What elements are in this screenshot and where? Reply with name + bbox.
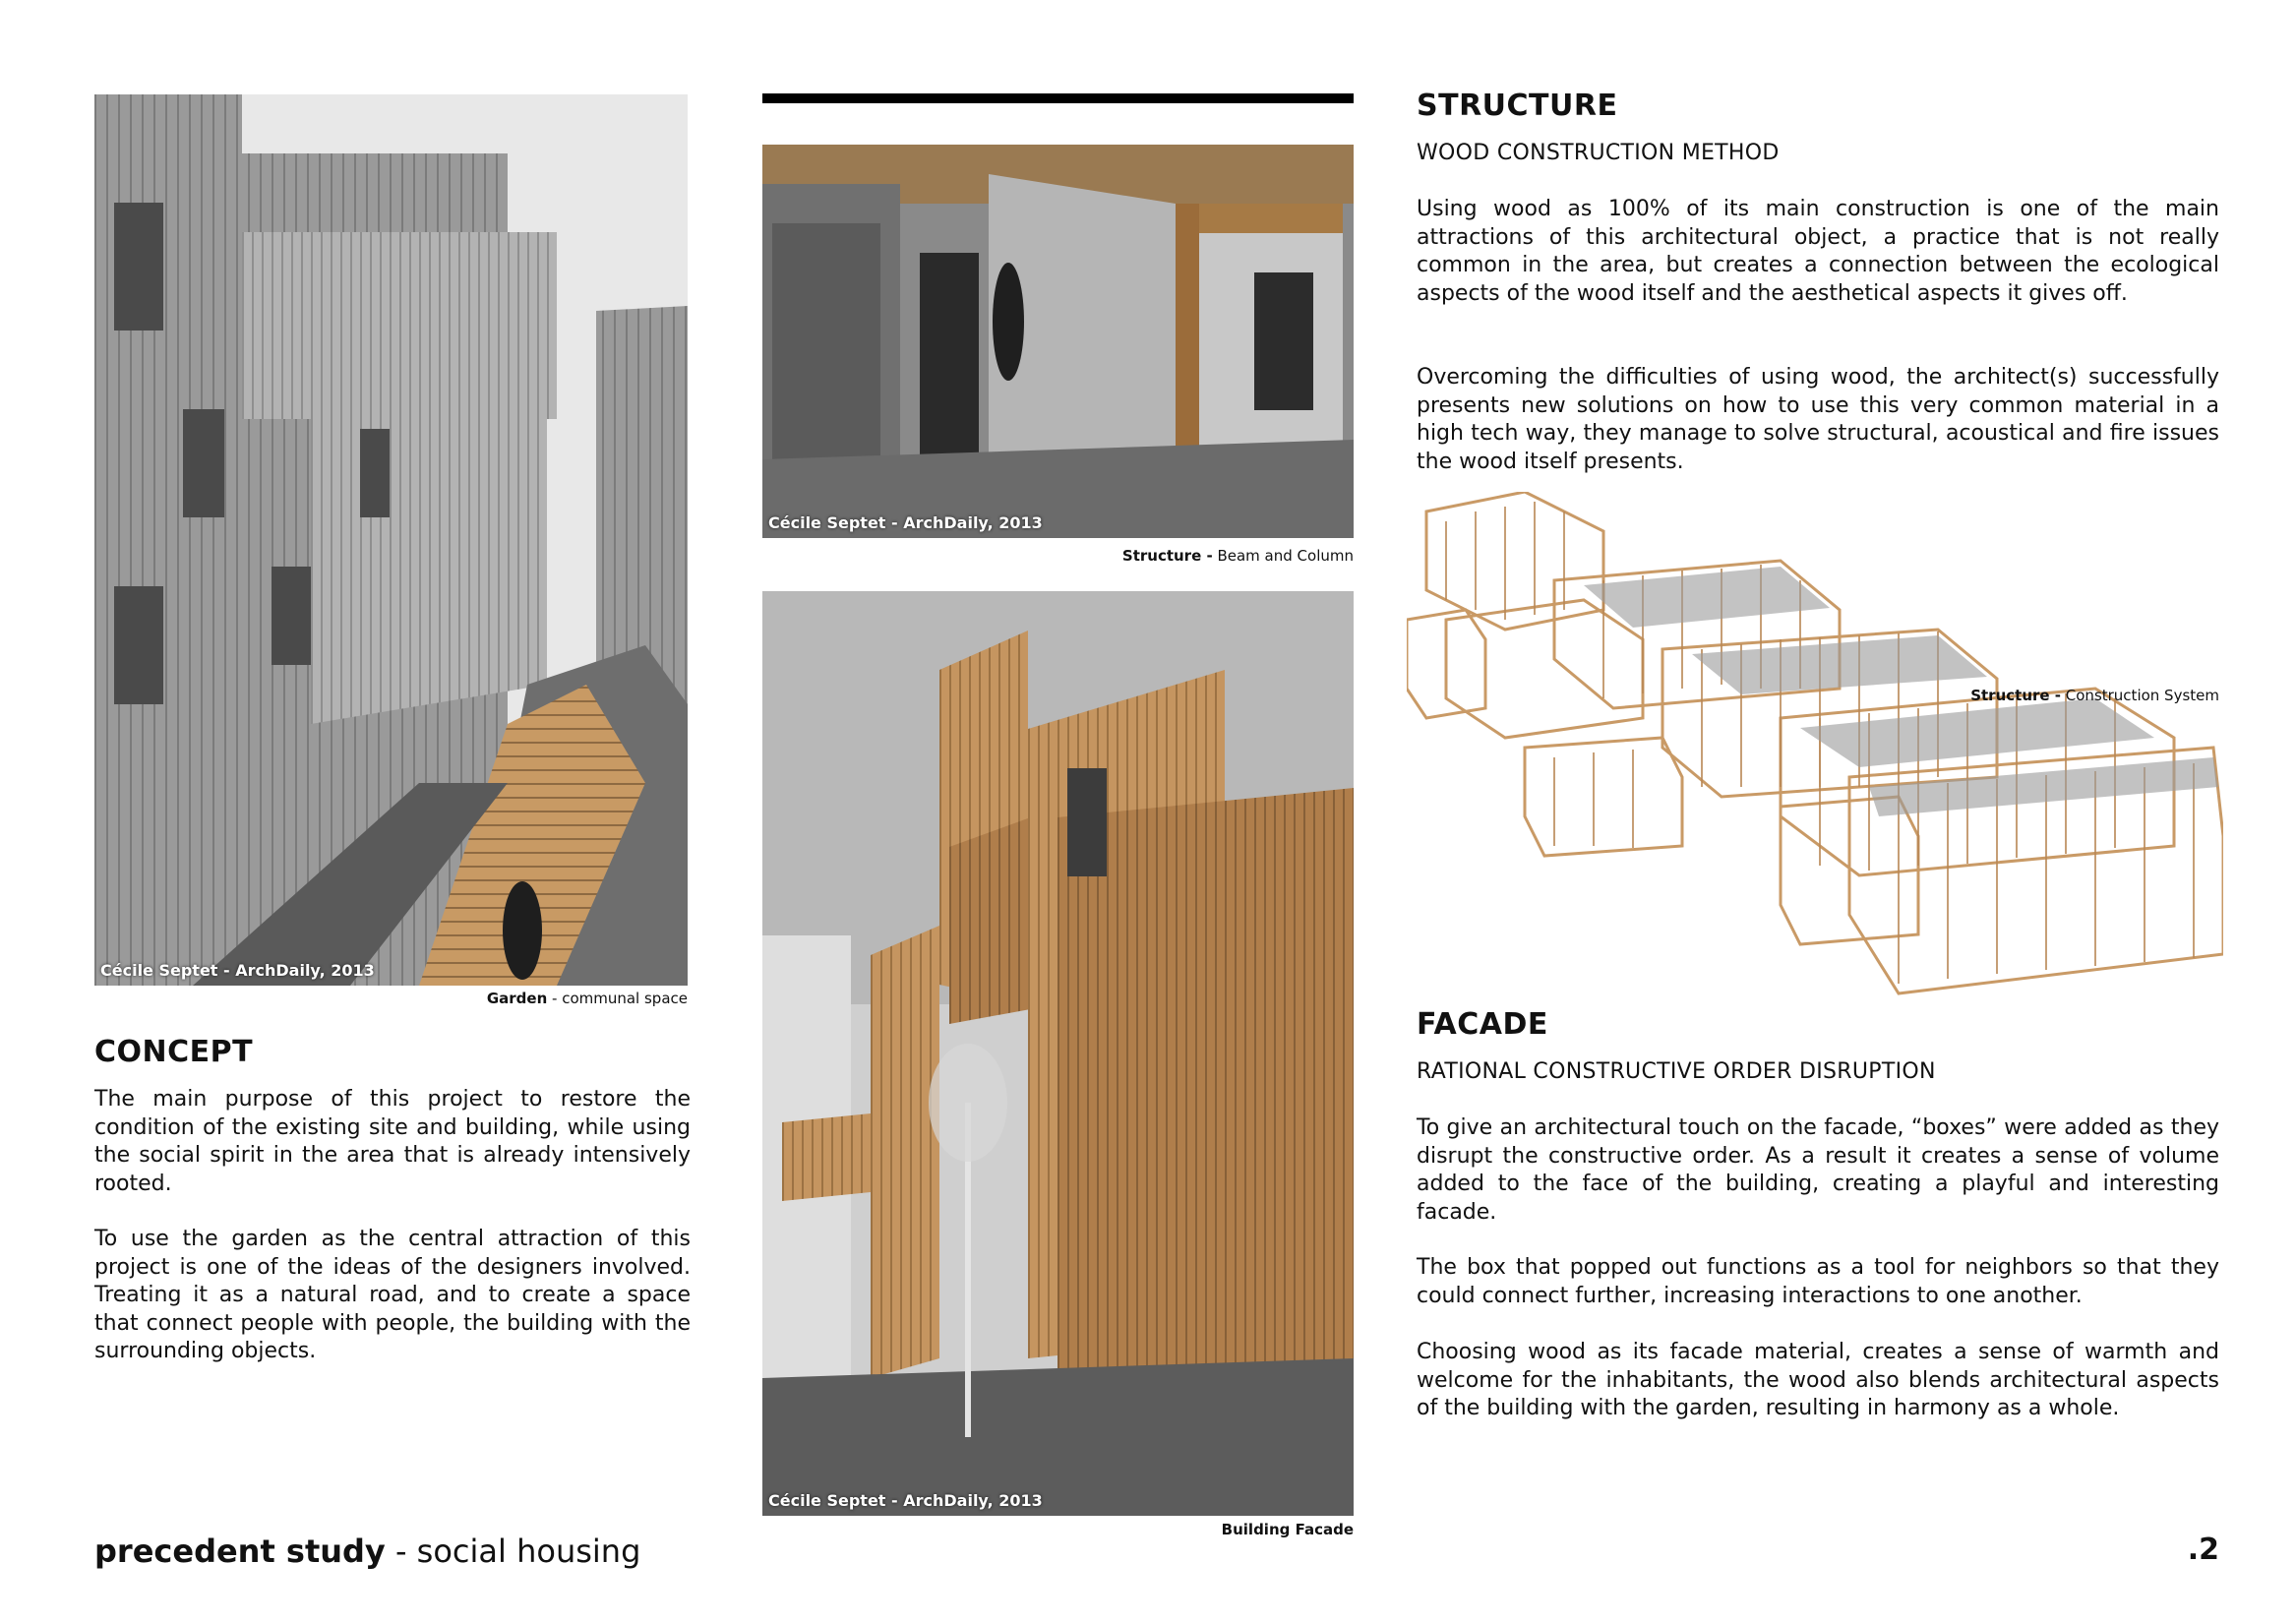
- page-number: .2: [2187, 1533, 2219, 1567]
- construction-system-caption: [1899, 687, 2219, 704]
- footer-title-bold: precedent study: [94, 1533, 386, 1570]
- footer-title-rest: - social housing: [385, 1533, 641, 1570]
- structure-subheading: WOOD CONSTRUCTION METHOD: [1417, 141, 1780, 165]
- construction-caption-text: Construction System: [2061, 687, 2219, 704]
- facade-photo: [762, 591, 1354, 1516]
- garden-photo-caption: [295, 990, 688, 1007]
- garden-caption-title: Garden: [486, 990, 548, 1007]
- structure-heading: STRUCTURE: [1417, 89, 1618, 123]
- structure-caption-text: Beam and Column: [1212, 547, 1354, 565]
- structure-caption-title: Structure -: [1121, 547, 1213, 565]
- facade-photo-credit: Cécile Septet - ArchDaily, 2013: [768, 1491, 1043, 1510]
- facade-paragraph-3: Choosing wood as its facade material, creates a sense of warmth and welcome for the inhabitants, the wood also blends architectural aspects of the building with the garden, resulting in harmony as a whole.: [1417, 1340, 2219, 1420]
- construction-system-drawing: [1407, 492, 2223, 1062]
- structure-photo: [762, 145, 1354, 538]
- garden-caption-text: - communal space: [547, 990, 688, 1007]
- facade-paragraph-1: To give an architectural touch on the facade, “boxes” were added as they disrupt the constructive order. As a result it creates a sense of volume added to the face of the building, creating a playful and interesting facade.: [1417, 1115, 2219, 1225]
- facade-subheading: RATIONAL CONSTRUCTIVE ORDER DISRUPTION: [1417, 1059, 1936, 1084]
- concept-paragraph-1: The main purpose of this project to restore the condition of the existing site and building, while using the social spirit in the area that is already intensively rooted.: [94, 1087, 691, 1196]
- garden-photo: [94, 94, 688, 986]
- facade-photo-caption: [959, 1521, 1354, 1538]
- facade-heading: FACADE: [1417, 1007, 1548, 1042]
- facade-paragraph-2: The box that popped out functions as a tool for neighbors so that they could connect further, increasing interactions to one another.: [1417, 1255, 2219, 1308]
- construction-caption-title: Structure -: [1970, 687, 2062, 704]
- structure-paragraph-1: Using wood as 100% of its main construction is one of the main attractions of this architectural object, a practice that is not really common in the area, but creates a connection between the ecological aspects of the wood itself and the aesthetical aspects it gives off.: [1417, 197, 2219, 306]
- footer-title: [94, 1533, 640, 1570]
- garden-photo-credit: Cécile Septet - ArchDaily, 2013: [100, 961, 375, 980]
- concept-heading: CONCEPT: [94, 1035, 254, 1069]
- structure-paragraph-2: Overcoming the difficulties of using wood, the architect(s) successfully presents new solutions on how to use this very common material in a high tech way, they manage to solve structural, acoustical and fire issues the wood itself presents.: [1417, 365, 2219, 474]
- structure-photo-caption: [959, 547, 1354, 565]
- facade-caption-title: Building Facade: [1221, 1521, 1354, 1538]
- concept-paragraph-2: To use the garden as the central attraction of this project is one of the ideas of the designers involved. Treating it as a natural road, and to create a space that connect people with people, the building with the surrounding objects.: [94, 1227, 691, 1363]
- structure-photo-credit: Cécile Septet - ArchDaily, 2013: [768, 513, 1043, 532]
- top-divider-bar: [762, 93, 1354, 103]
